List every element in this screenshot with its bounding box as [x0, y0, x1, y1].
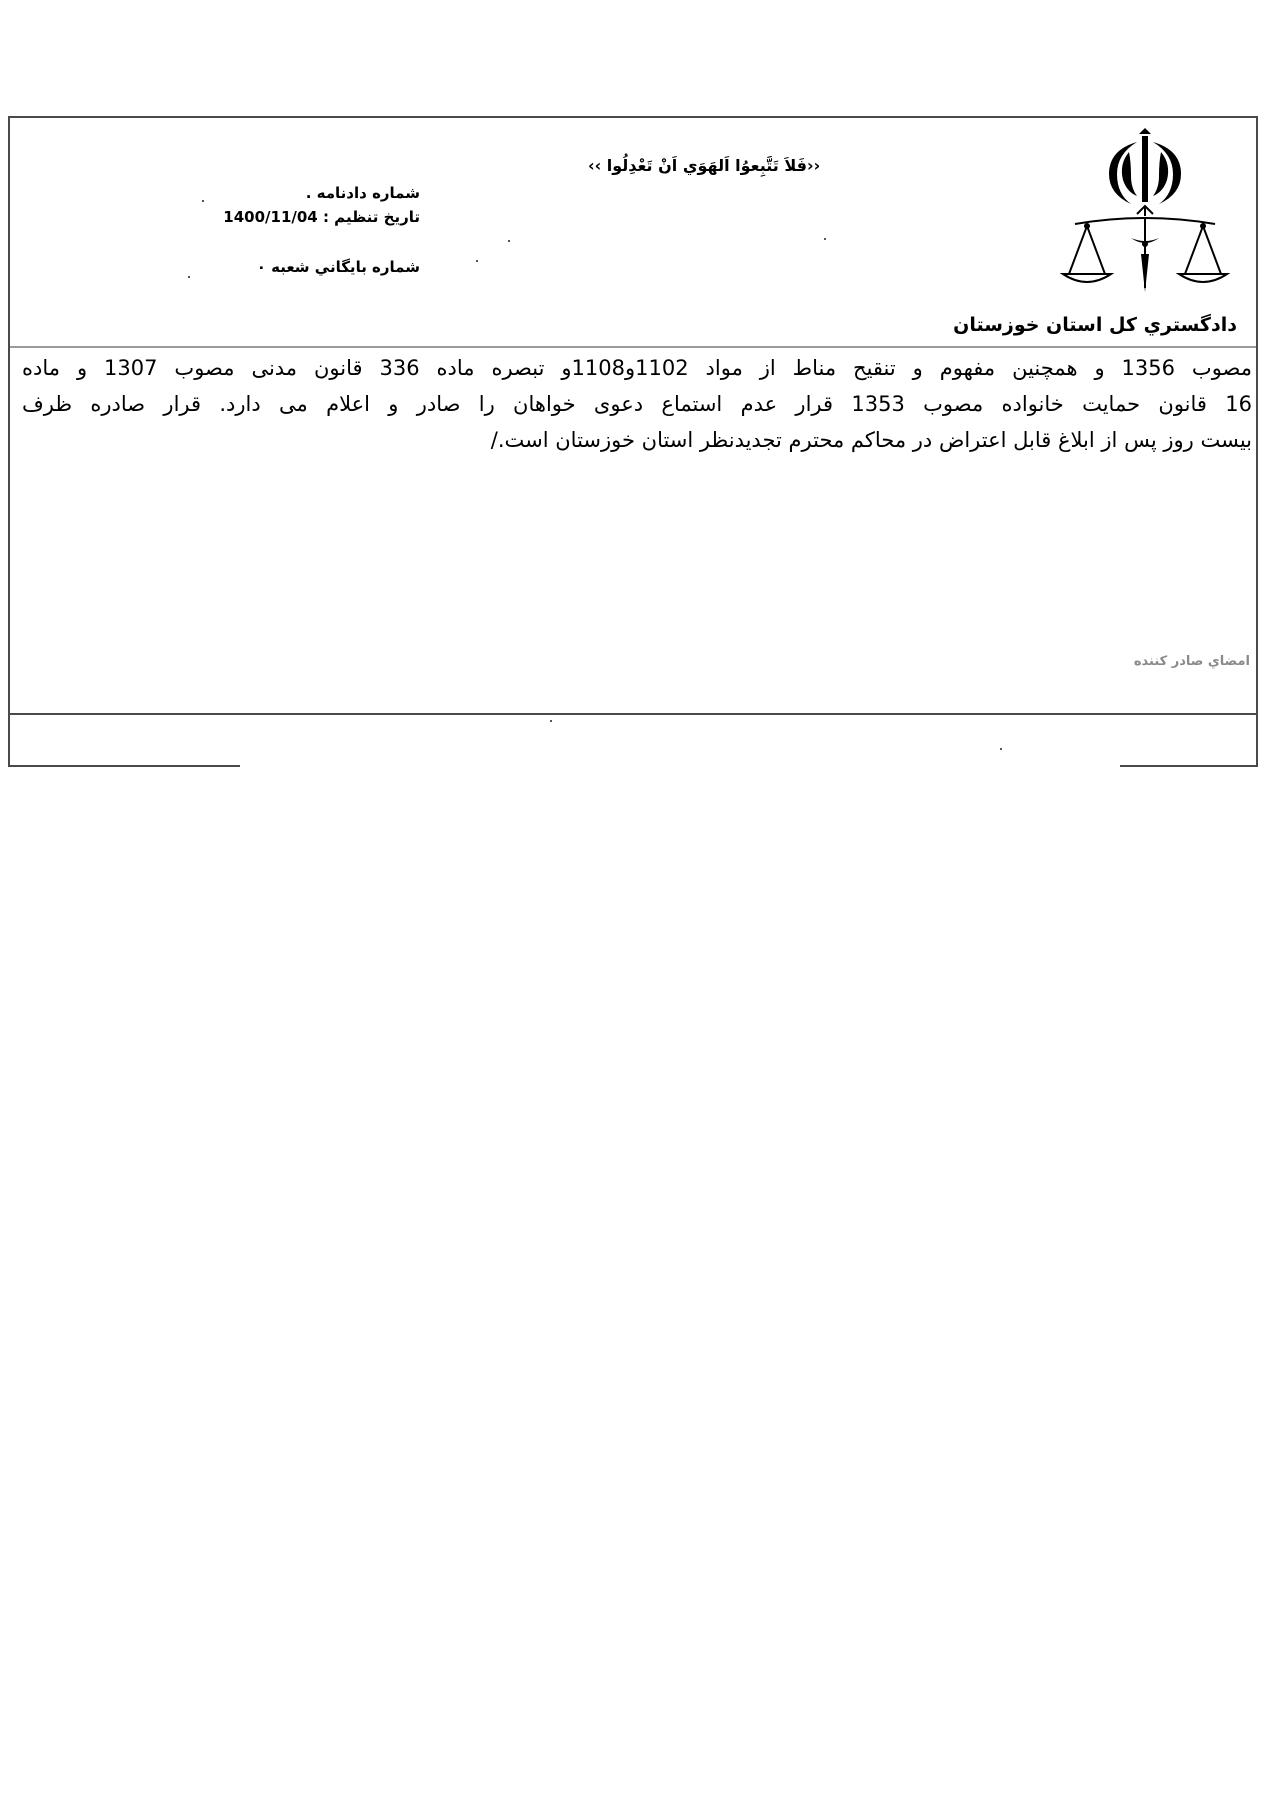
- iran-emblem-scales-of-justice-icon: [1045, 126, 1245, 306]
- ruling-body-line: 16 قانون حمایت خانواده مصوب 1353 قرار عدم استماع دعوی خواهان را صادر و اعلام می دارد. قرار صادره ظرف: [22, 392, 1252, 416]
- footer-divider: [10, 713, 1256, 715]
- scan-speck: [550, 720, 552, 722]
- organization-name: دادگستري كل استان خوزستان: [953, 314, 1237, 336]
- issue-date-label: تاريخ تنظيم : 1400/11/04: [223, 208, 420, 226]
- ruling-body: [22, 350, 1252, 458]
- branch-archive-label: شماره بايگاني شعبه ۰: [256, 258, 420, 276]
- scan-speck: [1000, 748, 1002, 750]
- scan-speck: [188, 276, 190, 278]
- scan-speck: [202, 200, 204, 202]
- ruling-body-line: مصوب 1356 و همچنین مفهوم و تنقیح مناط از مواد 1102و1108و تبصره ماده 336 قانون مدنی مصوب 1307 و ماده: [22, 356, 1253, 380]
- signature-label: امضاي صادر كننده: [1133, 654, 1250, 669]
- border-gap: [240, 764, 1120, 769]
- ruling-body-line: بیست روز پس از ابلاغ قابل اعتراض در محاکم محترم تجدیدنظر استان خوزستان است./: [490, 428, 1252, 452]
- scan-speck: [476, 260, 478, 262]
- header-verse: ‹‹فَلاَ تَتَّبِعوُا اَلهَوَي اَنْ تَعْدِلُوا ››: [588, 156, 821, 175]
- scan-speck: [508, 240, 510, 242]
- header-divider: [10, 346, 1256, 348]
- scan-speck: [824, 238, 826, 240]
- ruling-number-label: شماره دادنامه .: [305, 184, 420, 202]
